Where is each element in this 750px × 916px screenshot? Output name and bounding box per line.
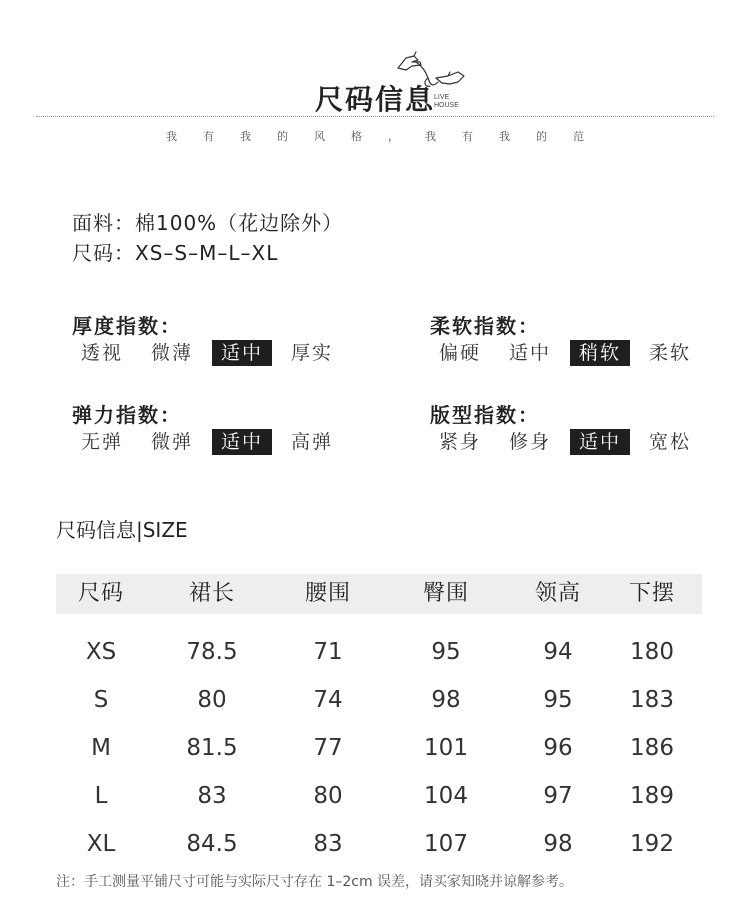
fit-option-selected: 适中 [570,429,640,455]
fit-label: 版型指数： [430,403,540,427]
table-cell: S [93,687,109,713]
table-cell: 84.5 [186,831,238,857]
table-cell: 94 [543,639,573,665]
table-cell: 74 [313,687,343,713]
elasticity-label: 弹力指数： [72,403,182,427]
softness-option: 适中 [509,342,552,364]
table-cell: XS [85,639,117,665]
table-row [56,772,702,820]
thickness-options [72,340,352,366]
fit-option: 修身 [509,431,552,453]
table-cell: M [91,735,111,761]
page-title: 尺码信息 [314,83,435,116]
header-divider [36,116,714,117]
size-section-title: 尺码信息|SIZE [56,518,188,542]
table-cell: 107 [424,831,468,857]
table-cell: 83 [313,831,343,857]
table-cell: 95 [431,639,461,665]
elasticity-option: 无弹 [81,431,124,453]
table-header-cell: 裙长 [188,581,235,606]
table-cell: 83 [197,783,227,809]
softness-options [430,340,710,366]
table-cell: 78.5 [186,639,238,665]
thickness-option: 透视 [81,342,124,364]
table-cell: 186 [630,735,674,761]
table-header-cell: 臀围 [422,581,469,606]
fabric-info: 面料：棉100%（花边除外） [72,211,344,235]
table-cell: 101 [424,735,468,761]
table-cell: L [94,783,108,809]
table-cell: XL [86,831,116,857]
elasticity-option-selected: 适中 [212,429,282,455]
elasticity-option: 微弹 [151,431,194,453]
table-cell: 95 [543,687,573,713]
table-cell: 180 [630,639,674,665]
fit-options [430,429,710,455]
table-row [56,676,702,724]
elasticity-option: 高弹 [291,431,334,453]
softness-label: 柔软指数： [430,314,540,338]
table-cell: 80 [197,687,227,713]
table-cell: 80 [313,783,343,809]
table-header-cell: 尺码 [77,581,124,606]
table-row [56,820,702,868]
table-header-cell: 下摆 [628,581,675,606]
fit-option: 紧身 [439,431,482,453]
measurement-note: 注：手工测量平铺尺寸可能与实际尺寸存在 1–2cm 误差，请买家知晓并谅解参考。 [56,874,574,890]
softness-option: 柔软 [649,342,692,364]
fit-option: 宽松 [649,431,692,453]
table-row [56,628,702,676]
table-row [56,724,702,772]
table-header-cell: 领高 [534,581,581,606]
table-cell: 81.5 [186,735,238,761]
thickness-option: 厚实 [291,342,334,364]
thickness-label: 厚度指数： [72,314,182,338]
thickness-option-selected: 适中 [212,340,282,366]
size-table-header [56,574,702,614]
logo-wordmark: LIVE HOUSE [434,94,459,109]
table-cell: 189 [630,783,674,809]
elasticity-options [72,429,352,455]
table-cell: 98 [431,687,461,713]
table-cell: 77 [313,735,343,761]
table-cell: 71 [313,639,343,665]
table-cell: 183 [630,687,674,713]
size-range-info: 尺码：XS–S–M–L–XL [72,241,279,265]
thickness-option: 微薄 [151,342,194,364]
table-cell: 97 [543,783,573,809]
hands-string-logo-icon [392,48,472,112]
table-header-cell: 腰围 [304,581,351,606]
table-cell: 104 [424,783,468,809]
table-cell: 98 [543,831,573,857]
table-cell: 96 [543,735,573,761]
table-cell: 192 [630,831,674,857]
softness-option: 偏硬 [439,342,482,364]
slogan: 我 有 我 的 风 格 ， 我 有 我 的 范 [166,130,584,143]
softness-option-selected: 稍软 [570,340,640,366]
